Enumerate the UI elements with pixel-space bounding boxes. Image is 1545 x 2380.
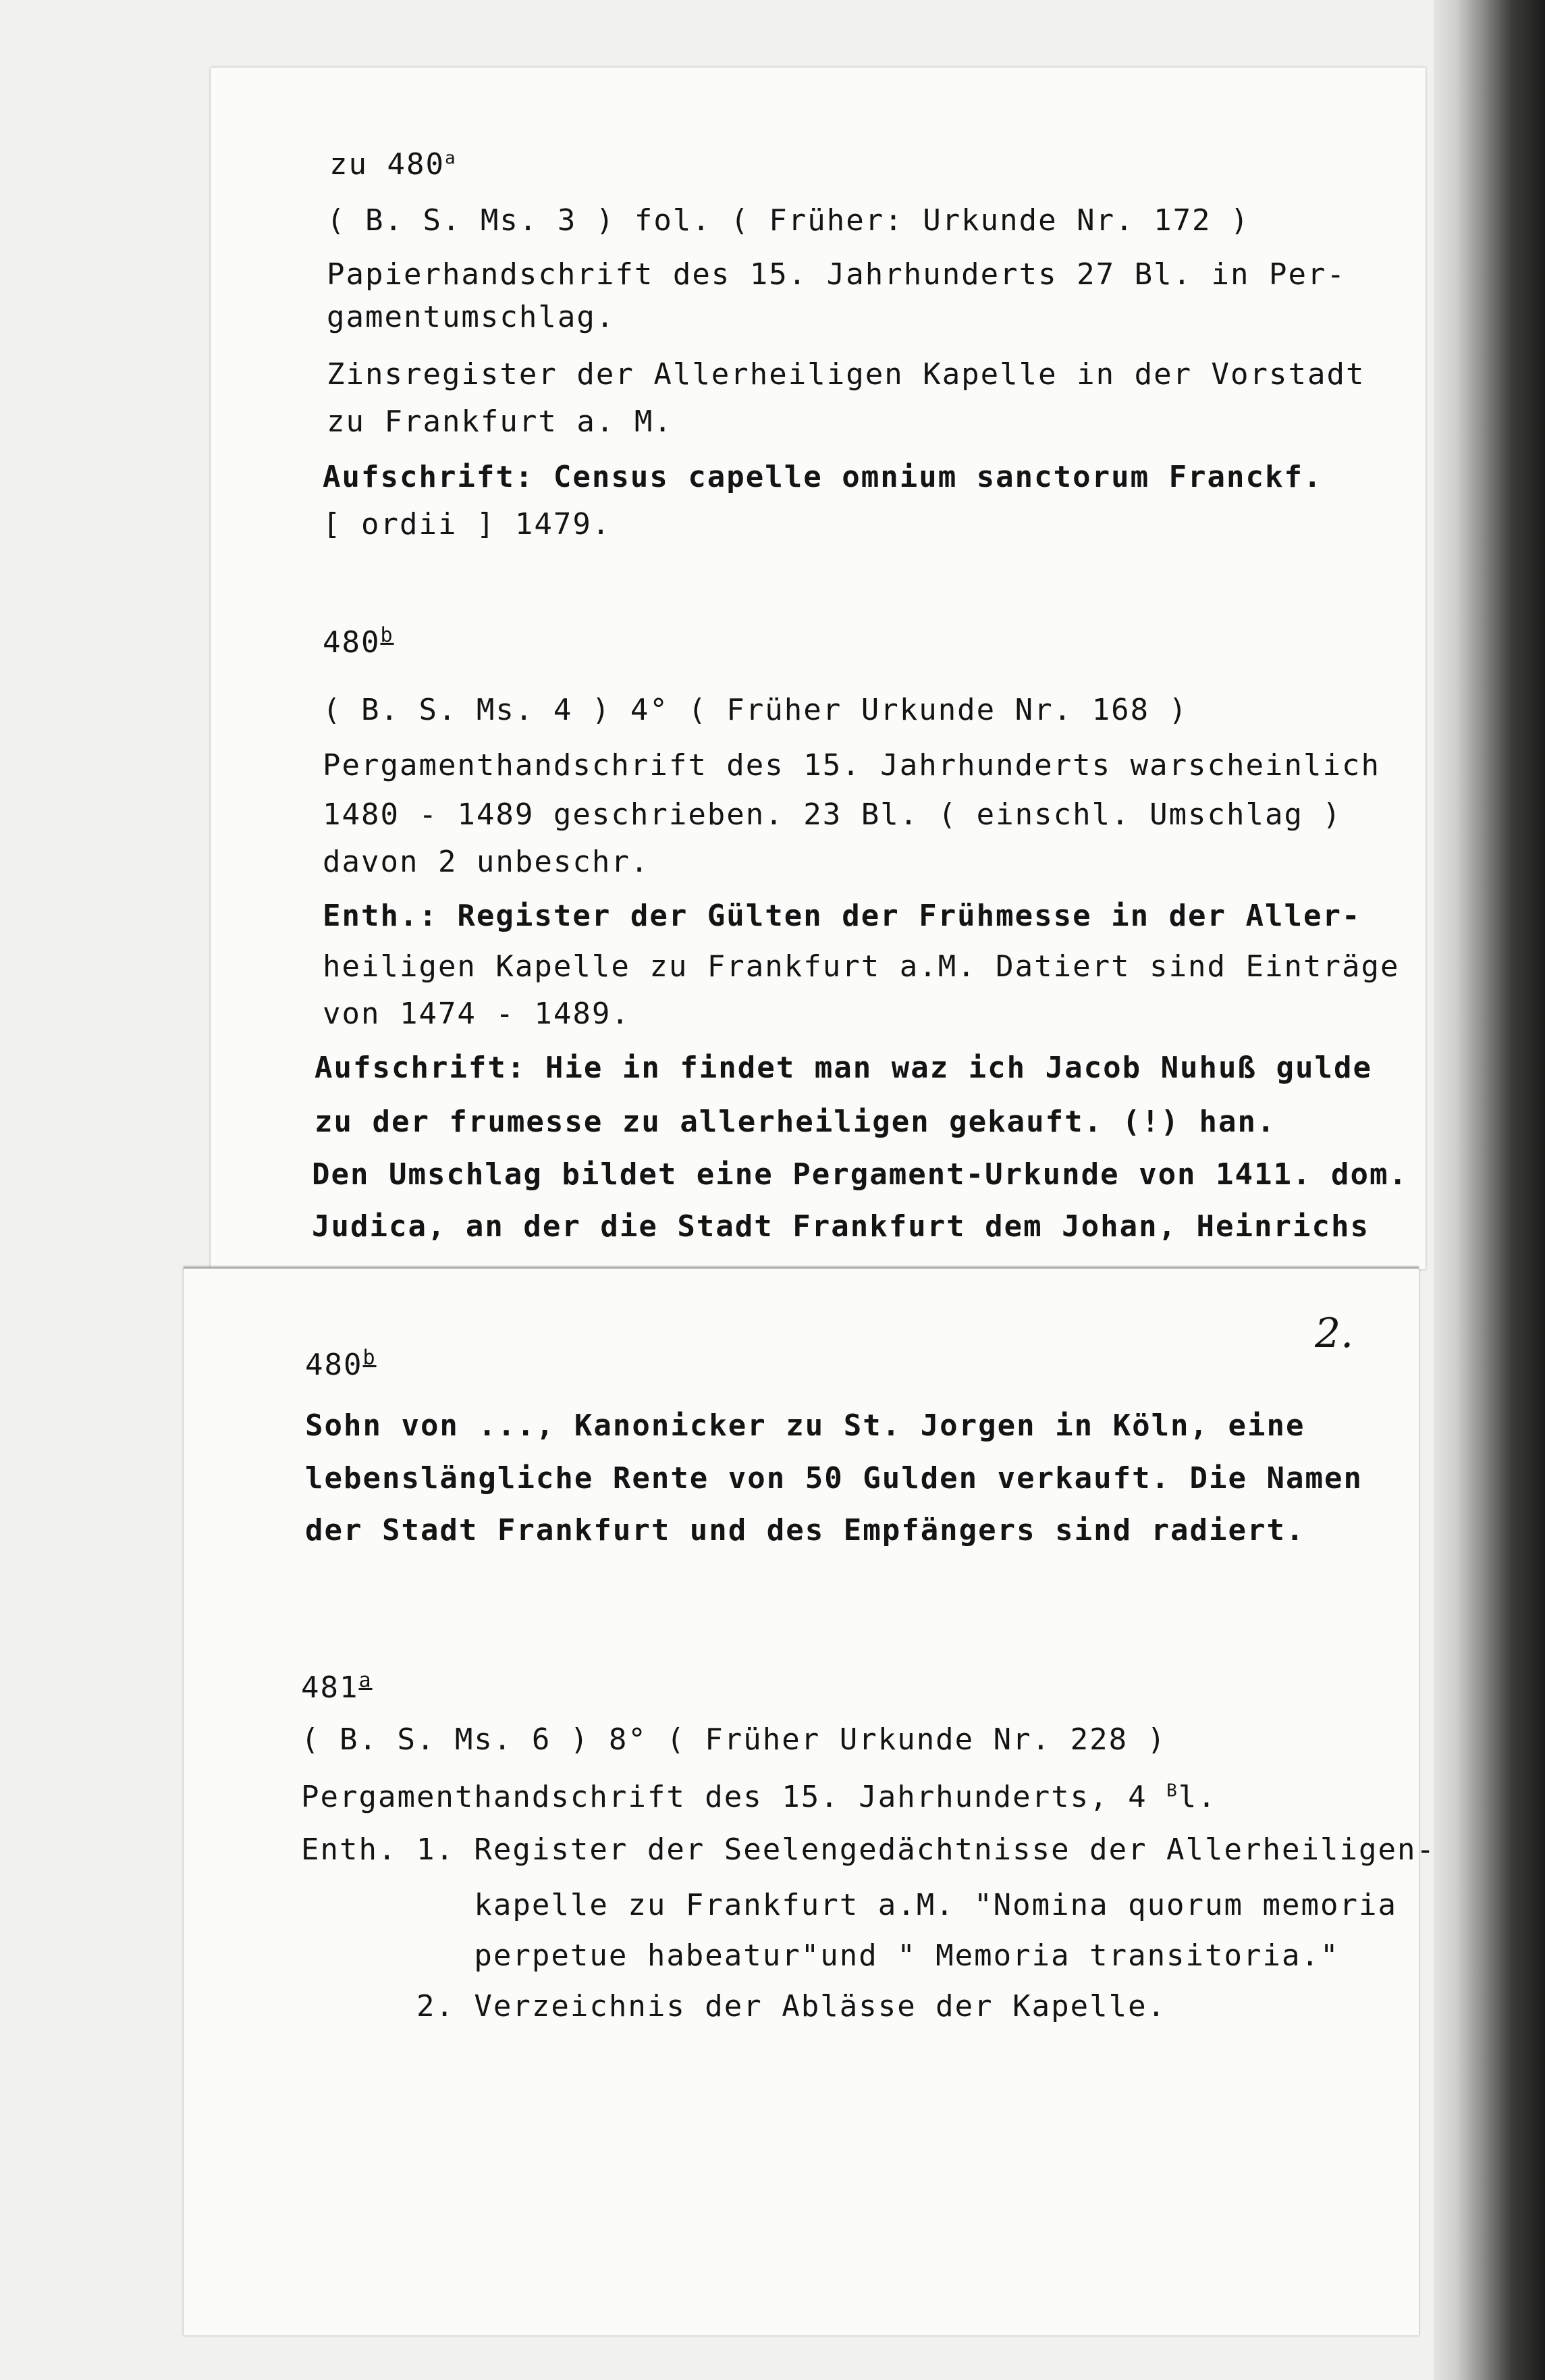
entry-481a-item: perpetue habeatur"und " Memoria transitoria." xyxy=(301,1938,1340,1973)
entry-480b-line: Judica, an der die Stadt Frankfurt dem Johan, Heinrichs xyxy=(312,1209,1370,1244)
entry-481a-item: kapelle zu Frankfurt a.M. "Nomina quorum memoria xyxy=(301,1888,1397,1922)
entry-480a-line: [ ordii ] 1479. xyxy=(323,507,612,541)
entry-480a-line: Aufschrift: Census capelle omnium sanctorum Franckf. xyxy=(323,460,1323,494)
entry-481a-item: 2. Verzeichnis der Ablässe der Kapelle. xyxy=(301,1989,1167,2024)
entry-480b-line: heiligen Kapelle zu Frankfurt a.M. Datiert sind Einträge xyxy=(323,949,1400,984)
page-number: 2. xyxy=(1315,1310,1354,1357)
entry-481a-line: Pergamenthandschrift des 15. Jahrhunderts, 4 $^B$l. xyxy=(301,1780,1217,1814)
entry-480b-cont-line: Sohn von ..., Kanonicker zu St. Jorgen in Köln, eine xyxy=(305,1408,1305,1443)
entry-480b-line: 1480 - 1489 geschrieben. 23 Bl. ( einschl. Umschlag ) xyxy=(323,797,1342,832)
entry-480b-line: davon 2 unbeschr. xyxy=(323,845,650,879)
entry-480a-line: gamentumschlag. xyxy=(327,300,616,334)
entry-480a-line: zu Frankfurt a. M. xyxy=(327,404,673,439)
entry-480b-line: Pergamenthandschrift des 15. Jahrhunderts warscheinlich xyxy=(323,748,1380,783)
entry-481a-item: Enth. 1. Register der Seelengedächtnisse der Allerheiligen- xyxy=(301,1832,1436,1867)
entry-480b-cont-heading: 480$^b$ xyxy=(305,1346,377,1382)
index-card-top xyxy=(211,68,1426,1269)
entry-480b-cont-line: der Stadt Frankfurt und des Empfängers sind radiert. xyxy=(305,1513,1305,1548)
entry-480a-line: Papierhandschrift des 15. Jahrhunderts 27 Bl. in Per- xyxy=(327,257,1346,292)
entry-480a-heading: zu 480$^a$ xyxy=(329,147,457,182)
entry-480b-line: Enth.: Register der Gülten der Frühmesse in der Aller- xyxy=(323,899,1361,933)
entry-480b-line: von 1474 - 1489. xyxy=(323,997,630,1031)
entry-480a-line: Zinsregister der Allerheiligen Kapelle in der Vorstadt xyxy=(327,357,1365,392)
entry-480b-line: zu der frumesse zu allerheiligen gekauft. (!) han. xyxy=(315,1105,1276,1139)
scan-dark-edge xyxy=(1434,0,1545,2380)
entry-481a-heading: 481$^a$ xyxy=(301,1668,373,1705)
entry-480a-line: ( B. S. Ms. 3 ) fol. ( Früher: Urkunde Nr. 172 ) xyxy=(327,203,1250,238)
entry-480b-line: Aufschrift: Hie in findet man waz ich Jacob Nuhuß gulde xyxy=(315,1051,1372,1085)
entry-480b-heading: 480$^b$ xyxy=(323,623,394,660)
entry-480b-line: Den Umschlag bildet eine Pergament-Urkunde von 1411. dom. xyxy=(312,1157,1408,1192)
entry-480b-line: ( B. S. Ms. 4 ) 4° ( Früher Urkunde Nr. 168 ) xyxy=(323,693,1189,727)
entry-480b-cont-line: lebenslängliche Rente von 50 Gulden verkauft. Die Namen xyxy=(305,1461,1363,1496)
entry-481a-line: ( B. S. Ms. 6 ) 8° ( Früher Urkunde Nr. 228 ) xyxy=(301,1722,1167,1757)
